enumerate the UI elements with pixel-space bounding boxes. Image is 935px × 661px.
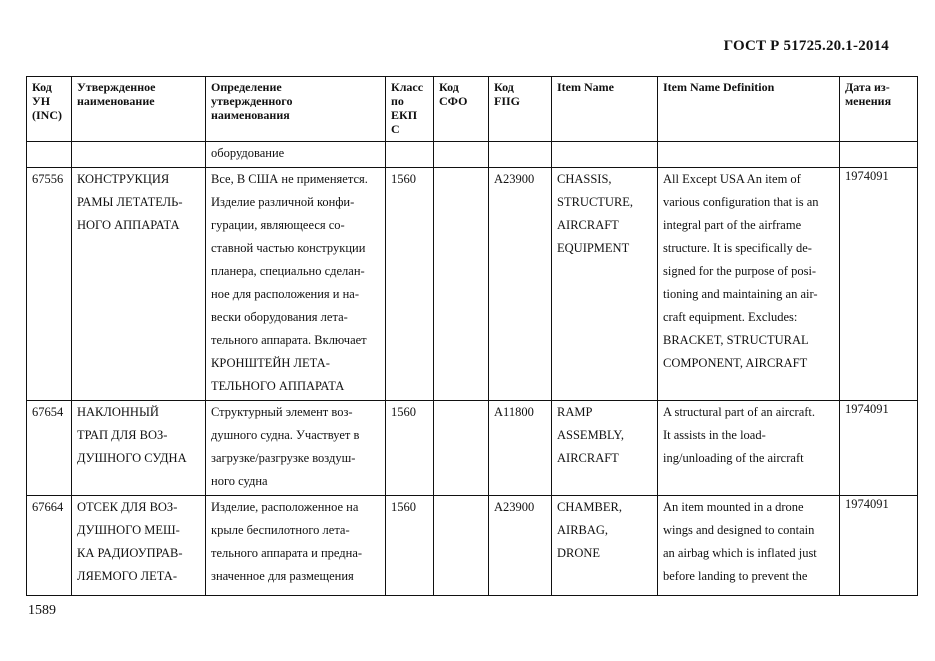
cell-item-definition: A structural part of an aircraft. It assists in the load- ing/unloading of the aircraft [658, 401, 840, 496]
cell-item-name: RAMP ASSEMBLY, AIRCRAFT [552, 401, 658, 496]
cell-definition-ru: оборудование [206, 142, 386, 168]
header-sfo: Код СФО [434, 77, 489, 142]
header-item-definition: Item Name Definition [658, 77, 840, 142]
cell-fiig [489, 142, 552, 168]
header-item-name: Item Name [552, 77, 658, 142]
cell-inc: 67556 [27, 168, 72, 401]
cell-item-name: CHASSIS, STRUCTURE, AIRCRAFT EQUIPMENT [552, 168, 658, 401]
cell-sfo [434, 142, 489, 168]
header-class: Класс по ЕКП С [386, 77, 434, 142]
header-approved-name: Утвержденное наименование [72, 77, 206, 142]
cell-item-name: CHAMBER, AIRBAG, DRONE [552, 496, 658, 596]
cell-item-definition [658, 142, 840, 168]
cell-date: 1974091 [840, 496, 918, 596]
cell-inc [27, 142, 72, 168]
cell-class: 1560 [386, 496, 434, 596]
cell-name-ru: ОТСЕК ДЛЯ ВОЗ- ДУШНОГО МЕШ- КА РАДИОУПРАВ- ЛЯЕМОГО ЛЕТА- [72, 496, 206, 596]
page-number: 1589 [28, 603, 56, 618]
cell-definition-ru: Изделие, расположенное на крыле беспилотного лета- тельного аппарата и предна- значенное для размещения [206, 496, 386, 596]
cell-date: 1974091 [840, 168, 918, 401]
cell-class [386, 142, 434, 168]
header-definition: Определение утвержденного наименования [206, 77, 386, 142]
specification-table [26, 76, 918, 596]
table-row [27, 168, 918, 401]
cell-sfo [434, 168, 489, 401]
cell-name-ru: КОНСТРУКЦИЯ РАМЫ ЛЕТАТЕЛЬ- НОГО АППАРАТА [72, 168, 206, 401]
cell-item-definition: An item mounted in a drone wings and designed to contain an airbag which is inflated just before landing to prevent the [658, 496, 840, 596]
cell-definition-ru: Структурный элемент воз- душного судна. Участвует в загрузке/разгрузке воздуш- ного судна [206, 401, 386, 496]
cell-item-definition: All Except USA An item of various configuration that is an integral part of the airframe structure. It is specifically de- signed for the purpose of posi- tioning and maintaining an air- craft equipment. Excludes: BRACKET, STRUCTURAL COMPONENT, AIRCRAFT [658, 168, 840, 401]
cell-inc: 67664 [27, 496, 72, 596]
standard-designation: ГОСТ Р 51725.20.1-2014 [723, 38, 889, 54]
cell-name-ru [72, 142, 206, 168]
header-inc: Код УН (INC) [27, 77, 72, 142]
cell-definition-ru: Все, В США не применяется. Изделие различной конфи- гурации, являющееся со- ставной частью конструкции планера, специально сделан- ное для расположения и на- вески оборудования лета- тельного аппарата. Включает КРОНШТЕЙН ЛЕТА- ТЕЛЬНОГО АППАРАТА [206, 168, 386, 401]
cell-inc: 67654 [27, 401, 72, 496]
cell-date: 1974091 [840, 401, 918, 496]
cell-class: 1560 [386, 168, 434, 401]
table-row [27, 496, 918, 596]
header-date: Дата из- менения [840, 77, 918, 142]
cell-date [840, 142, 918, 168]
table-row [27, 401, 918, 496]
cell-sfo [434, 496, 489, 596]
cell-name-ru: НАКЛОННЫЙ ТРАП ДЛЯ ВОЗ- ДУШНОГО СУДНА [72, 401, 206, 496]
table-row-continuation [27, 142, 918, 168]
table-header-row [27, 77, 918, 142]
cell-item-name [552, 142, 658, 168]
cell-sfo [434, 401, 489, 496]
cell-fiig: A23900 [489, 168, 552, 401]
header-fiig: Код FIIG [489, 77, 552, 142]
cell-fiig: A11800 [489, 401, 552, 496]
cell-class: 1560 [386, 401, 434, 496]
cell-fiig: A23900 [489, 496, 552, 596]
